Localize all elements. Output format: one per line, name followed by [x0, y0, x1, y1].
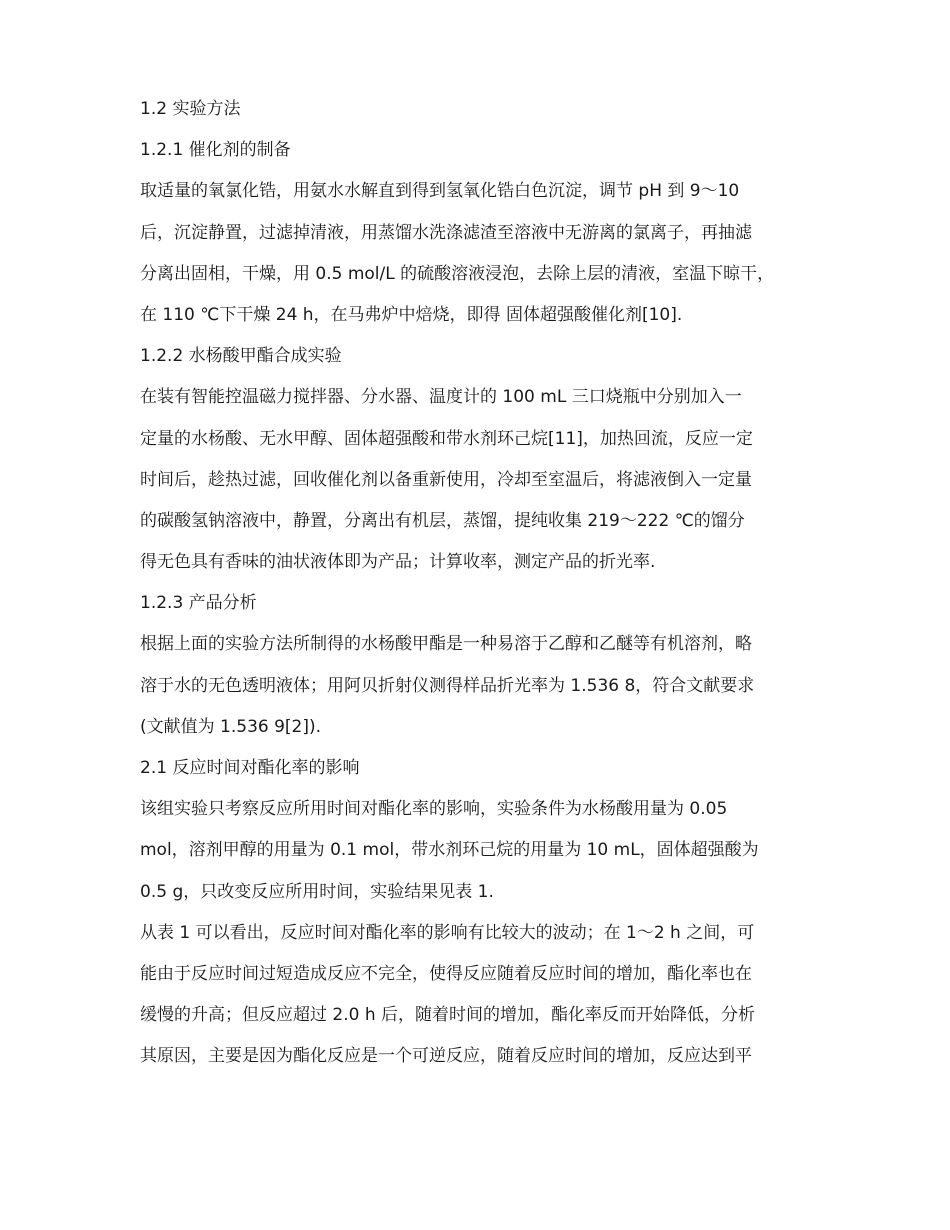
- subsection-heading-1-2-1: 1.2.1 催化剂的制备: [140, 140, 291, 161]
- paragraph-line: 取适量的氧氯化锆，用氨水水解直到得到氢氧化锆白色沉淀，调节 pH 到 9～10: [140, 181, 740, 202]
- paragraph-line: 后，沉淀静置，过滤掉清液，用蒸馏水洗涤滤渣至溶液中无游离的氯离子，再抽滤: [140, 222, 752, 243]
- paragraph-line: 根据上面的实验方法所制得的水杨酸甲酯是一种易溶于乙醇和乙醚等有机溶剂，略: [140, 634, 752, 655]
- paragraph-line: 定量的水杨酸、无水甲醇、固体超强酸和带水剂环己烷[11]，加热回流，反应一定: [140, 428, 753, 449]
- paragraph-line: 得无色具有香味的油状液体即为产品；计算收率，测定产品的折光率.: [140, 552, 656, 573]
- paragraph-line: 分离出固相，干燥，用 0.5 mol/L 的硫酸溶液浸泡，去除上层的清液，室温下晾干，: [140, 263, 775, 284]
- paragraph-line: 缓慢的升高；但反应超过 2.0 h 后，随着时间的增加，酯化率反而开始降低，分析: [140, 1005, 756, 1026]
- paragraph-line: 该组实验只考察反应所用时间对酯化率的影响，实验条件为水杨酸用量为 0.05: [140, 799, 728, 820]
- paragraph-line: 0.5 g，只改变反应所用时间，实验结果见表 1.: [140, 881, 494, 902]
- subsection-heading-1-2-3: 1.2.3 产品分析: [140, 593, 257, 614]
- paragraph-line: mol，溶剂甲醇的用量为 0.1 mol，带水剂环己烷的用量为 10 mL，固体超强酸为: [140, 840, 759, 861]
- subsection-heading-1-2-2: 1.2.2 水杨酸甲酯合成实验: [140, 346, 342, 367]
- paragraph-line: 溶于水的无色透明液体；用阿贝折射仪测得样品折光率为 1.536 8，符合文献要求: [140, 675, 755, 696]
- document-body: [140, 92, 830, 1081]
- paragraph-line: 的碳酸氢钠溶液中，静置，分离出有机层，蒸馏，提纯收集 219～222 ℃的馏分: [140, 510, 745, 531]
- paragraph-line: 在 110 ℃下干燥 24 h，在马弗炉中焙烧，即得 固体超强酸催化剂[10].: [140, 304, 683, 325]
- paragraph-line: 从表 1 可以看出，反应时间对酯化率的影响有比较大的波动；在 1～2 h 之间，可: [140, 922, 755, 943]
- section-heading-1-2: 1.2 实验方法: [140, 99, 241, 119]
- section-heading-2-1: 2.1 反应时间对酯化率的影响: [140, 758, 360, 778]
- paragraph-line: (文献值为 1.536 9[2]).: [140, 716, 322, 737]
- paragraph-line: 能由于反应时间过短造成反应不完全，使得反应随着反应时间的增加，酯化率也在: [140, 963, 752, 984]
- paragraph-line: 时间后，趁热过滤，回收催化剂以备重新使用，冷却至室温后，将滤液倒入一定量: [140, 469, 752, 490]
- paragraph-line: 在装有智能控温磁力搅拌器、分水器、温度计的 100 mL 三口烧瓶中分别加入一: [140, 387, 742, 408]
- paragraph-line: 其原因，主要是因为酯化反应是一个可逆反应，随着反应时间的增加，反应达到平: [140, 1046, 752, 1067]
